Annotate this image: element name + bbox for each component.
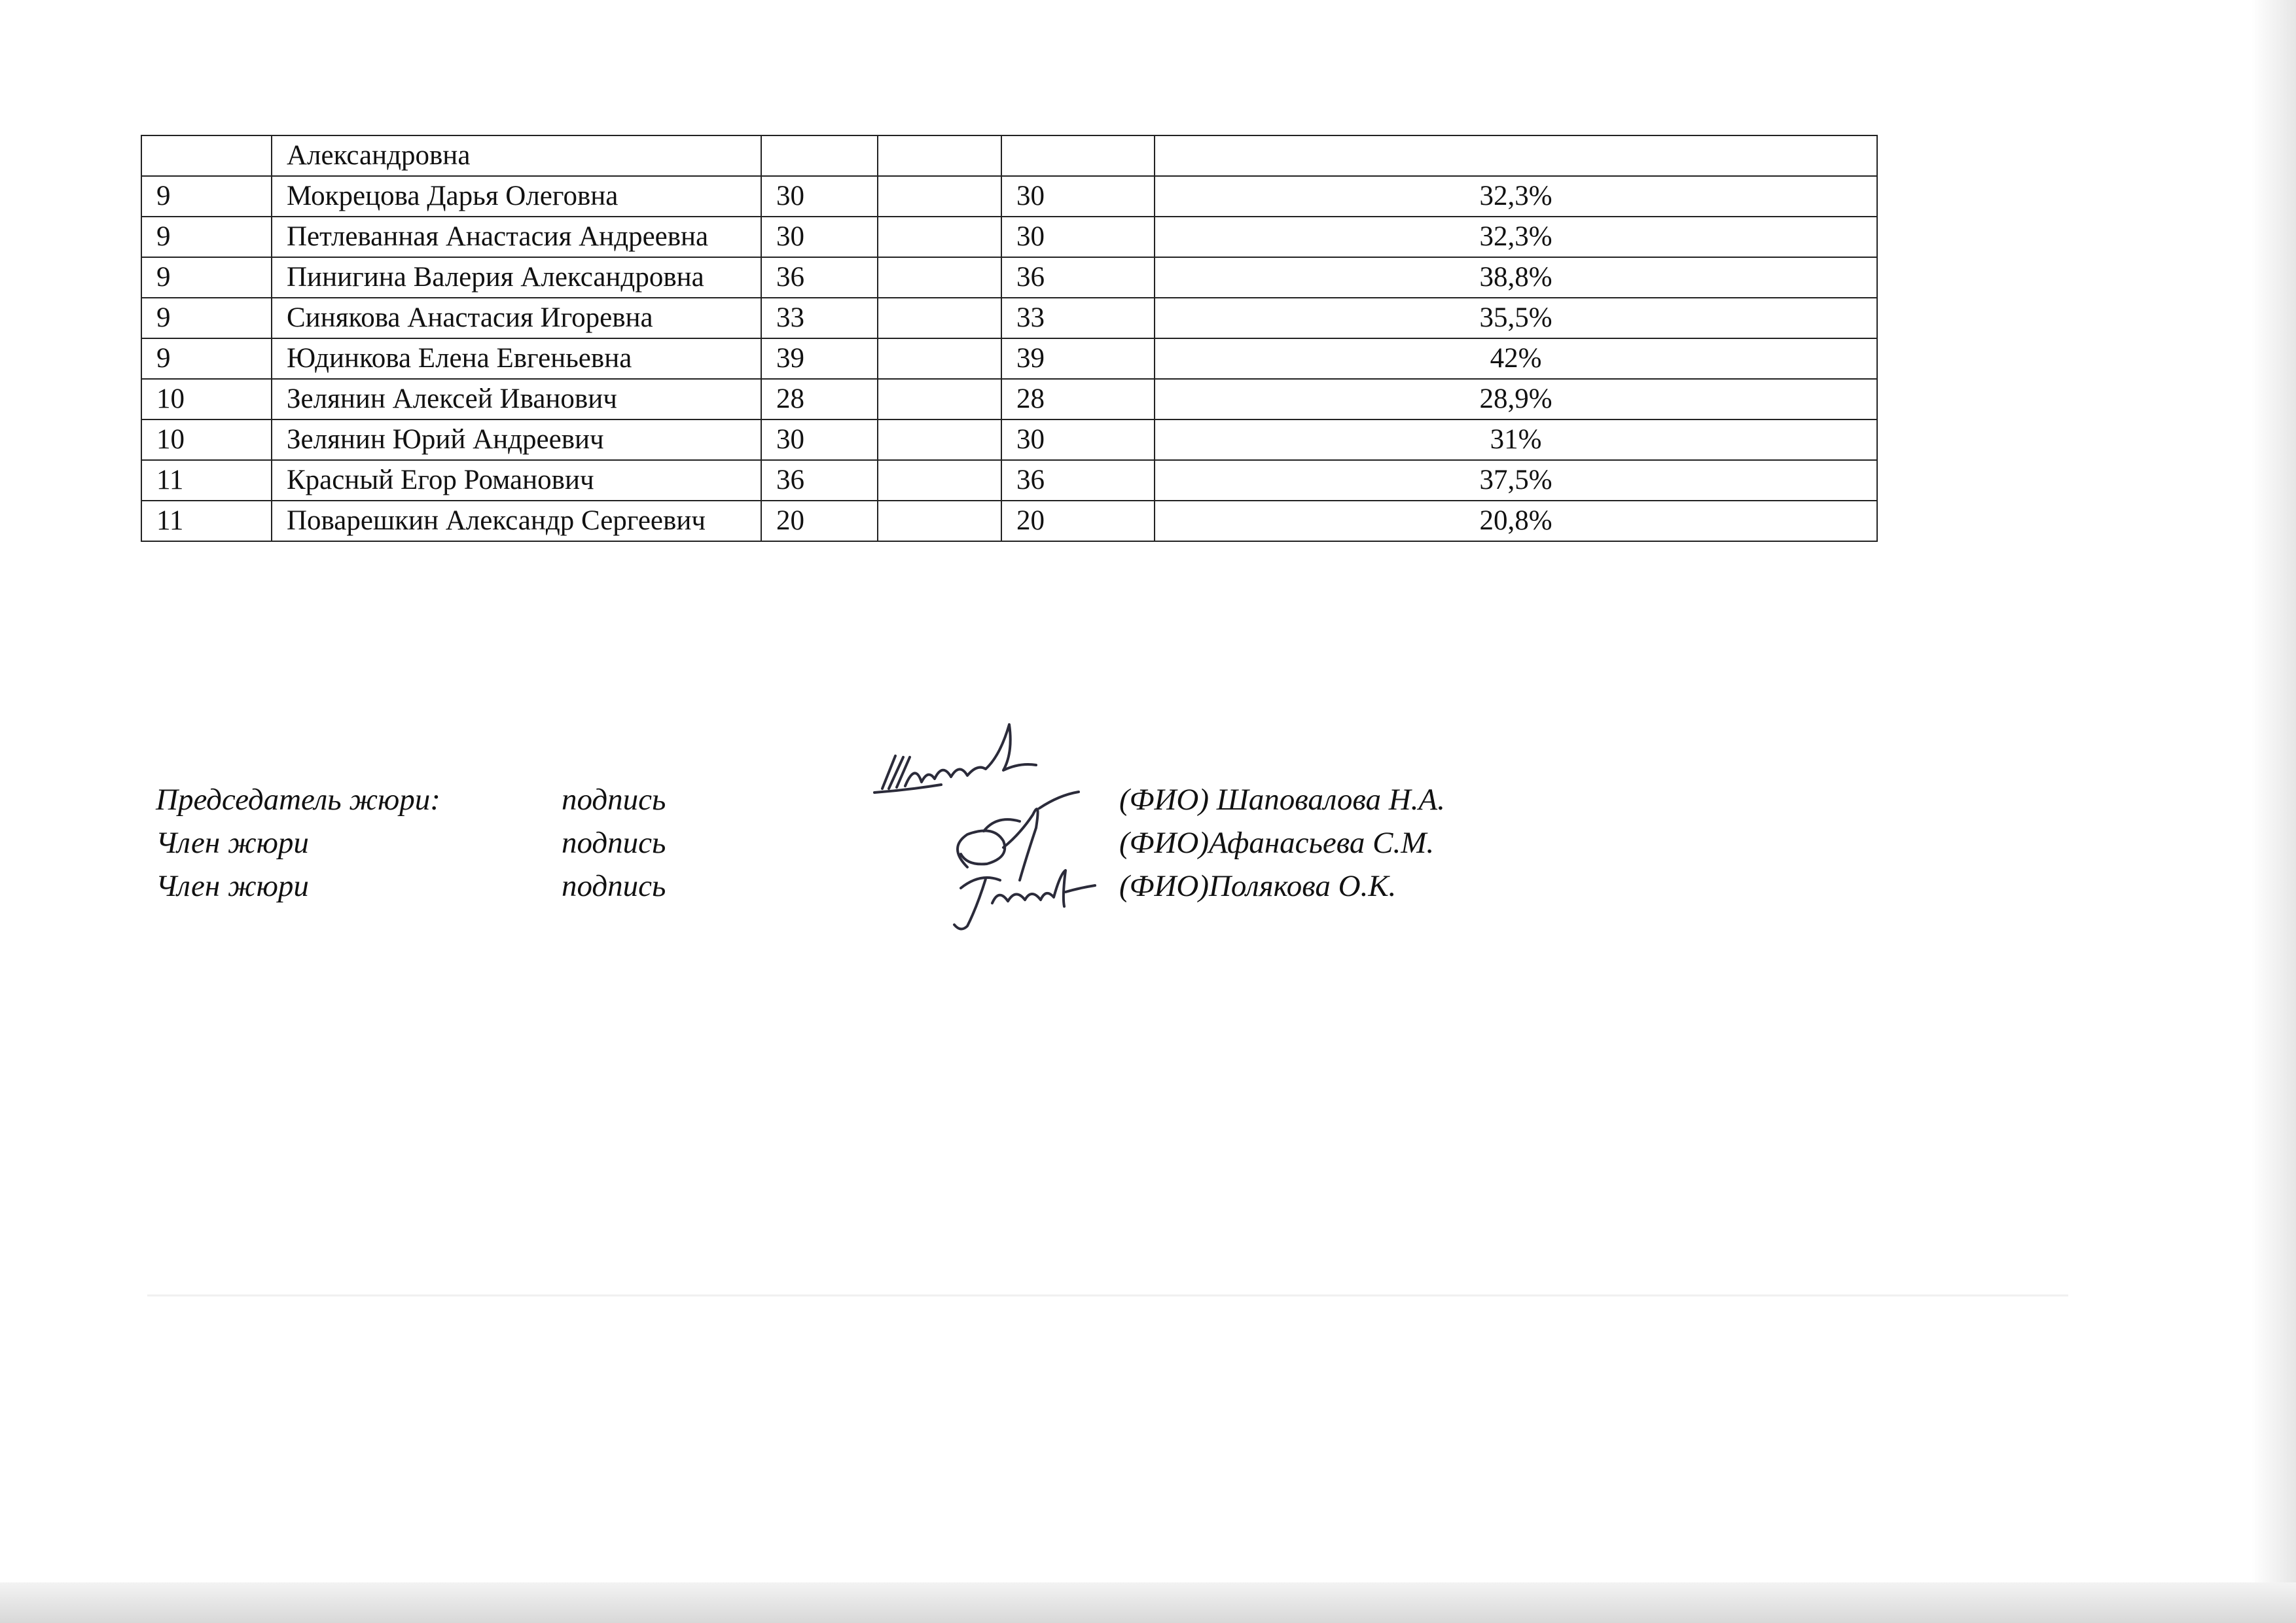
- empty-cell: [878, 257, 1001, 298]
- empty-cell: [878, 460, 1001, 501]
- empty-cell: [878, 217, 1001, 257]
- class-cell: 9: [141, 176, 272, 217]
- score-cell: 36: [761, 257, 878, 298]
- percent-cell: 38,8%: [1155, 257, 1877, 298]
- table-row: [141, 460, 1877, 501]
- class-cell: 11: [141, 501, 272, 541]
- name-cell: Юдинкова Елена Евгеньевна: [272, 338, 761, 379]
- class-cell: 10: [141, 419, 272, 460]
- score-cell: 28: [761, 379, 878, 419]
- total-cell: 36: [1001, 257, 1155, 298]
- scan-fold-line: [147, 1294, 2068, 1296]
- percent-cell: 37,5%: [1155, 460, 1877, 501]
- class-cell: 9: [141, 338, 272, 379]
- class-cell: 9: [141, 217, 272, 257]
- jury-role: Член жюри: [156, 826, 309, 860]
- jury-fio: (ФИО)Полякова О.К.: [1119, 869, 1397, 903]
- signature-label: подпись: [562, 869, 666, 903]
- table-row: [141, 298, 1877, 338]
- total-cell: 36: [1001, 460, 1155, 501]
- percent-cell: 32,3%: [1155, 217, 1877, 257]
- table-row: [141, 419, 1877, 460]
- jury-fio: (ФИО) Шаповалова Н.А.: [1119, 783, 1445, 817]
- jury-role: Председатель жюри:: [156, 783, 440, 817]
- total-cell: 28: [1001, 379, 1155, 419]
- name-cell: Зелянин Алексей Иванович: [272, 379, 761, 419]
- percent-cell: 28,9%: [1155, 379, 1877, 419]
- total-cell: 30: [1001, 217, 1155, 257]
- name-cell: Поварешкин Александр Сергеевич: [272, 501, 761, 541]
- total-cell: 30: [1001, 419, 1155, 460]
- class-cell: [141, 135, 272, 176]
- empty-cell: [878, 379, 1001, 419]
- score-cell: 30: [761, 217, 878, 257]
- results-table: [141, 135, 1878, 542]
- class-cell: 10: [141, 379, 272, 419]
- table-row: [141, 338, 1877, 379]
- total-cell: [1001, 135, 1155, 176]
- score-cell: [761, 135, 878, 176]
- empty-cell: [878, 338, 1001, 379]
- class-cell: 9: [141, 257, 272, 298]
- percent-cell: 20,8%: [1155, 501, 1877, 541]
- class-cell: 11: [141, 460, 272, 501]
- jury-fio: (ФИО)Афанасьева С.М.: [1119, 826, 1435, 860]
- signature-label: подпись: [562, 826, 666, 860]
- name-cell: Красный Егор Романович: [272, 460, 761, 501]
- signature-label: подпись: [562, 783, 666, 817]
- empty-cell: [878, 176, 1001, 217]
- name-cell: Александровна: [272, 135, 761, 176]
- total-cell: 30: [1001, 176, 1155, 217]
- empty-cell: [878, 501, 1001, 541]
- total-cell: 33: [1001, 298, 1155, 338]
- score-cell: 30: [761, 419, 878, 460]
- score-cell: 20: [761, 501, 878, 541]
- scan-edge-bottom: [0, 1582, 2296, 1623]
- score-cell: 36: [761, 460, 878, 501]
- table-row: [141, 379, 1877, 419]
- name-cell: Зелянин Юрий Андреевич: [272, 419, 761, 460]
- table-row: [141, 217, 1877, 257]
- percent-cell: 32,3%: [1155, 176, 1877, 217]
- table-row: [141, 257, 1877, 298]
- total-cell: 20: [1001, 501, 1155, 541]
- jury-role: Член жюри: [156, 869, 309, 903]
- empty-cell: [878, 135, 1001, 176]
- percent-cell: 42%: [1155, 338, 1877, 379]
- table-row: [141, 135, 1877, 176]
- name-cell: Петлеванная Анастасия Андреевна: [272, 217, 761, 257]
- percent-cell: 35,5%: [1155, 298, 1877, 338]
- name-cell: Пинигина Валерия Александровна: [272, 257, 761, 298]
- class-cell: 9: [141, 298, 272, 338]
- percent-cell: [1155, 135, 1877, 176]
- score-cell: 30: [761, 176, 878, 217]
- scan-edge-right: [2251, 0, 2296, 1623]
- total-cell: 39: [1001, 338, 1155, 379]
- table-row: [141, 501, 1877, 541]
- score-cell: 33: [761, 298, 878, 338]
- name-cell: Мокрецова Дарья Олеговна: [272, 176, 761, 217]
- empty-cell: [878, 298, 1001, 338]
- name-cell: Синякова Анастасия Игоревна: [272, 298, 761, 338]
- empty-cell: [878, 419, 1001, 460]
- table-row: [141, 176, 1877, 217]
- percent-cell: 31%: [1155, 419, 1877, 460]
- score-cell: 39: [761, 338, 878, 379]
